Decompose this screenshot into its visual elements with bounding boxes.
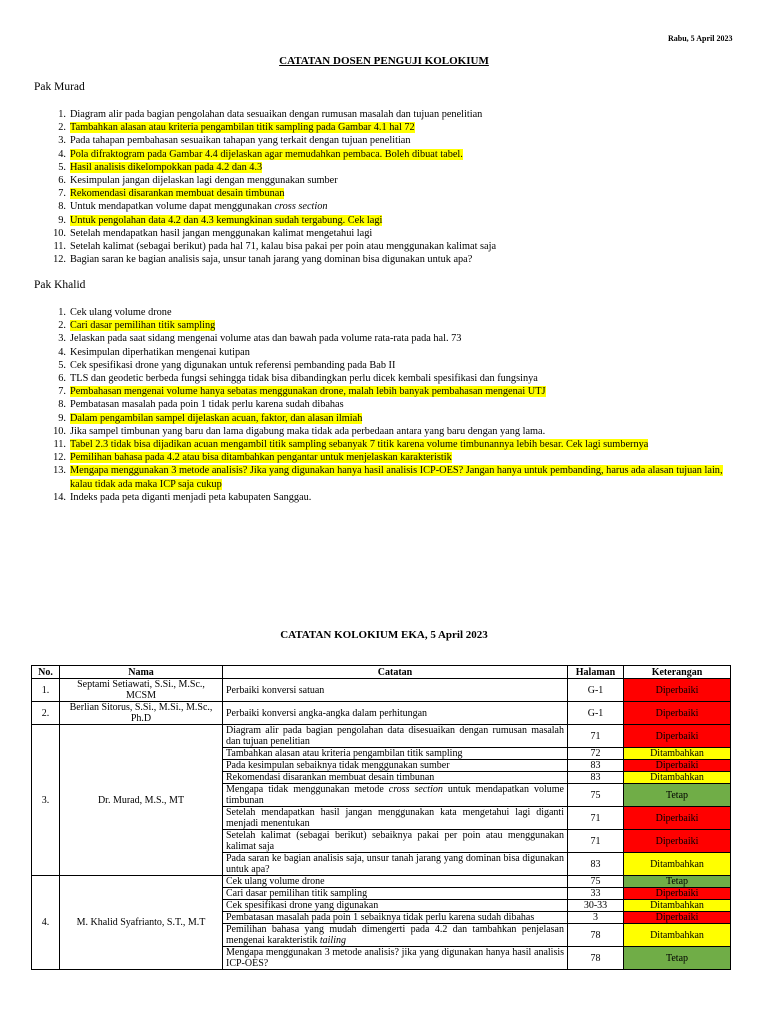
cell-halaman: G-1 xyxy=(568,702,624,725)
cell-keterangan: Diperbaiki xyxy=(624,760,731,772)
cell-no: 3. xyxy=(32,725,60,876)
note-text-main: Untuk pengolahan data 4.2 dan 4.3 kemungkinan sudah tergabung. Cek lagi xyxy=(70,214,383,226)
cell-catatan xyxy=(223,876,568,888)
note-number: 10. xyxy=(53,227,66,239)
note-text-main: Kesimpulan diperhatikan mengenai kutipan xyxy=(70,346,250,358)
note-text xyxy=(70,149,463,160)
note-number: 9. xyxy=(58,412,66,424)
note-text-main: Bagian saran ke bagian analisis saja, unsur tanah jarang yang dominan bisa digunakan untuk apa? xyxy=(70,254,473,266)
catatan-text: Setelah mendapatkan hasil jangan menggunakan kata mengetahui lagi diganti menjadi menentukan xyxy=(226,807,564,829)
note-number: 3. xyxy=(58,333,66,345)
note-text-main: Pemilihan bahasa pada 4.2 atau bisa ditambahkan pengantar untuk menjelaskan karakteristik xyxy=(70,452,452,464)
note-text xyxy=(70,386,546,397)
cell-catatan xyxy=(223,679,568,702)
cell-nama: Septami Setiawati, S.Si., M.Sc., MCSM xyxy=(60,679,223,702)
note-text-main: Setelah kalimat (sebagai berikut) pada hal 71, kalau bisa pakai per poin atau menggunakan kalimat saja xyxy=(70,241,497,253)
note-number: 12. xyxy=(53,452,66,464)
cell-no: 2. xyxy=(32,702,60,725)
table-row xyxy=(32,702,731,725)
cell-catatan xyxy=(223,772,568,784)
cell-halaman: G-1 xyxy=(568,679,624,702)
note-item xyxy=(0,425,735,438)
note-number: 13. xyxy=(53,465,66,477)
cell-keterangan: Ditambahkan xyxy=(624,924,731,947)
note-item xyxy=(0,134,735,147)
cell-catatan xyxy=(223,830,568,853)
note-number: 7. xyxy=(58,188,66,200)
note-item xyxy=(0,346,735,359)
note-item xyxy=(0,200,735,213)
cell-halaman: 78 xyxy=(568,947,624,970)
cell-catatan xyxy=(223,807,568,830)
cell-keterangan: Tetap xyxy=(624,947,731,970)
note-text-main: Mengapa menggunakan 3 metode analisis? Jika yang digunakan hanya hasil analisis ICP-OES? Jangan hanya untuk pembanding, harus ada alasan tujuan lain, kalau tidak ada maka ICP saja cukup xyxy=(70,465,723,490)
cell-keterangan: Diperbaiki xyxy=(624,702,731,725)
cell-catatan xyxy=(223,924,568,947)
note-text xyxy=(70,347,250,358)
cell-keterangan: Diperbaiki xyxy=(624,679,731,702)
note-number: 3. xyxy=(58,135,66,147)
header-no: No. xyxy=(32,666,60,679)
catatan-text: Perbaiki konversi satuan xyxy=(226,684,325,696)
catatan-text: Cek spesifikasi drone yang digunakan xyxy=(226,900,379,911)
cell-keterangan: Diperbaiki xyxy=(624,888,731,900)
cell-nama: Dr. Murad, M.S., MT xyxy=(60,725,223,876)
note-item xyxy=(0,306,735,319)
note-item xyxy=(0,121,735,134)
note-number: 8. xyxy=(58,201,66,213)
note-text xyxy=(70,373,538,384)
cell-keterangan: Ditambahkan xyxy=(624,772,731,784)
note-text-main: Indeks pada peta diganti menjadi peta kabupaten Sanggau. xyxy=(70,491,312,503)
document-title: CATATAN DOSEN PENGUJI KOLOKIUM xyxy=(279,55,489,67)
table-title: CATATAN KOLOKIUM EKA, 5 April 2023 xyxy=(280,629,488,641)
cell-catatan xyxy=(223,784,568,807)
note-item xyxy=(0,108,735,121)
cell-halaman: 83 xyxy=(568,760,624,772)
catatan-text: Mengapa menggunakan 3 metode analisis? jika yang digunakan hanya hasil analisis ICP-OES? xyxy=(226,947,564,969)
note-number: 1. xyxy=(58,109,66,120)
cell-keterangan: Ditambahkan xyxy=(624,853,731,876)
note-item xyxy=(0,174,735,187)
document-date: Rabu, 5 April 2023 xyxy=(668,34,733,43)
cell-keterangan: Diperbaiki xyxy=(624,807,731,830)
note-text xyxy=(70,426,545,437)
note-text-main: Diagram alir pada bagian pengolahan data sesuaikan dengan rumusan masalah dan tujuan penelitian xyxy=(70,109,483,120)
note-text xyxy=(70,320,215,331)
note-number: 2. xyxy=(58,122,66,134)
note-text xyxy=(70,175,338,186)
cell-keterangan: Tetap xyxy=(624,876,731,888)
note-text-main: Dalam pengambilan sampel dijelaskan acuan, faktor, dan alasan ilmiah xyxy=(70,412,363,424)
note-number: 2. xyxy=(58,320,66,332)
catatan-text: Tambahkan alasan atau kriteria pengambilan titik sampling xyxy=(226,748,463,759)
table-header-row xyxy=(32,666,731,679)
note-text xyxy=(70,254,472,265)
cell-catatan xyxy=(223,748,568,760)
cell-keterangan: Diperbaiki xyxy=(624,830,731,853)
note-text-main: Pembahasan mengenai volume hanya sebatas menggunakan drone, malah lebih banyak pembahasan mengenai UTJ xyxy=(70,386,546,398)
note-item xyxy=(0,438,735,451)
notes-list-murad xyxy=(0,108,735,266)
note-text-main: Untuk mendapatkan volume dapat menggunakan xyxy=(70,201,272,213)
note-item xyxy=(0,240,735,253)
cell-catatan xyxy=(223,853,568,876)
cell-no: 4. xyxy=(32,876,60,970)
note-item xyxy=(0,214,735,227)
note-item xyxy=(0,412,735,425)
catatan-text: Perbaiki konversi angka-angka dalam perhitungan xyxy=(226,707,428,719)
note-number: 10. xyxy=(53,425,66,437)
table-row xyxy=(32,876,731,888)
catatan-text: Mengapa tidak menggunakan metode xyxy=(226,784,384,795)
catatan-text: Pemilihan bahasa yang mudah dimengerti pada 4.2 dan tambahkan penjelasan mengenai karakteristik xyxy=(226,924,564,946)
catatan-text: Cari dasar pemilihan titik sampling xyxy=(226,888,368,899)
cell-keterangan: Tetap xyxy=(624,784,731,807)
note-number: 7. xyxy=(58,386,66,398)
table-row xyxy=(32,679,731,702)
note-item xyxy=(0,227,735,240)
section-name-khalid: Pak Khalid xyxy=(34,279,86,291)
note-text-main: Kesimpulan jangan dijelaskan lagi dengan menggunakan sumber xyxy=(70,175,338,187)
note-text xyxy=(70,109,482,120)
note-number: 1. xyxy=(58,307,66,318)
note-text-main: Jika sampel timbunan yang baru dan lama digabung maka tidak ada perbedaan antara yang baru dengan yang lama. xyxy=(70,425,546,437)
cell-halaman: 71 xyxy=(568,807,624,830)
cell-keterangan: Ditambahkan xyxy=(624,900,731,912)
catatan-text: Diagram alir pada bagian pengolahan data disesuaikan dengan rumusan masalah dan tujuan penelitian xyxy=(226,725,564,747)
note-text xyxy=(70,360,395,371)
cell-nama: Berlian Sitorus, S.Si., M.Si., M.Sc., Ph.D xyxy=(60,702,223,725)
cell-catatan xyxy=(223,912,568,924)
cell-keterangan: Ditambahkan xyxy=(624,748,731,760)
note-item xyxy=(0,319,735,332)
cell-keterangan: Diperbaiki xyxy=(624,912,731,924)
notes-table xyxy=(31,665,731,970)
note-text-main: Cari dasar pemilihan titik sampling xyxy=(70,320,216,332)
note-item xyxy=(0,451,735,464)
catatan-text: Cek ulang volume drone xyxy=(226,876,325,887)
note-text-main: Rekomendasi disarankan membuat desain timbunan xyxy=(70,188,285,200)
note-number: 6. xyxy=(58,175,66,187)
note-item xyxy=(0,372,735,385)
header-nama: Nama xyxy=(60,666,223,679)
catatan-text: Pada saran ke bagian analisis saja, unsur tanah jarang yang dominan bisa digunakan untuk apa? xyxy=(226,853,564,875)
note-number: 5. xyxy=(58,359,66,371)
note-number: 4. xyxy=(58,346,66,358)
table-row xyxy=(32,725,731,748)
note-text xyxy=(70,439,648,450)
note-text xyxy=(70,228,372,239)
note-text-main: Setelah mendapatkan hasil jangan menggunakan kalimat mengetahui lagi xyxy=(70,227,373,239)
note-number: 5. xyxy=(58,161,66,173)
cell-halaman: 30-33 xyxy=(568,900,624,912)
note-text-main: Pola difraktogram pada Gambar 4.4 dijelaskan agar memudahkan pembaca. Boleh dibuat tabel. xyxy=(70,148,463,160)
cell-catatan xyxy=(223,947,568,970)
note-text xyxy=(70,241,496,252)
header-keterangan: Keterangan xyxy=(624,666,731,679)
note-text xyxy=(70,307,172,318)
note-text-italic: cross section xyxy=(274,201,328,213)
note-item xyxy=(0,187,735,200)
note-number: 14. xyxy=(53,491,66,503)
note-text-main: Pada tahapan pembahasan sesuaikan tahapan yang terkait dengan tujuan penelitian xyxy=(70,135,411,147)
note-text xyxy=(70,399,344,410)
note-text-main: Jelaskan pada saat sidang mengenai volume atas dan bawah pada volume rata-rata pada hal. 73 xyxy=(70,333,462,345)
cell-catatan xyxy=(223,702,568,725)
cell-halaman: 3 xyxy=(568,912,624,924)
cell-halaman: 71 xyxy=(568,830,624,853)
note-number: 8. xyxy=(58,399,66,411)
note-item xyxy=(0,332,735,345)
note-item xyxy=(0,359,735,372)
catatan-italic: tailing xyxy=(319,935,346,946)
note-item xyxy=(0,464,735,490)
cell-catatan xyxy=(223,725,568,748)
catatan-italic: cross section xyxy=(388,784,443,795)
note-number: 6. xyxy=(58,373,66,385)
catatan-text: Pada kesimpulan sebaiknya tidak menggunakan sumber xyxy=(226,760,450,771)
cell-halaman: 72 xyxy=(568,748,624,760)
note-text xyxy=(70,162,262,173)
cell-halaman: 78 xyxy=(568,924,624,947)
note-text xyxy=(70,135,411,146)
cell-halaman: 33 xyxy=(568,888,624,900)
section-name-murad: Pak Murad xyxy=(34,81,85,93)
cell-catatan xyxy=(223,888,568,900)
note-text xyxy=(70,413,362,424)
header-catatan: Catatan xyxy=(223,666,568,679)
note-text xyxy=(70,201,328,212)
catatan-text: Pembatasan masalah pada poin 1 sebaiknya tidak perlu karena sudah dibahas xyxy=(226,912,535,923)
note-text xyxy=(70,333,461,344)
note-number: 11. xyxy=(53,439,66,451)
catatan-text: Rekomendasi disarankan membuat desain timbunan xyxy=(226,772,435,783)
notes-list-khalid xyxy=(0,306,735,504)
cell-catatan xyxy=(223,900,568,912)
note-item xyxy=(0,491,735,504)
header-halaman: Halaman xyxy=(568,666,624,679)
cell-no: 1. xyxy=(32,679,60,702)
cell-halaman: 83 xyxy=(568,772,624,784)
note-number: 12. xyxy=(53,254,66,266)
note-text xyxy=(70,492,311,503)
note-text-main: Hasil analisis dikelompokkan pada 4.2 dan 4.3 xyxy=(70,161,263,173)
note-text-main: Tambahkan alasan atau kriteria pengambilan titik sampling pada Gambar 4.1 hal 72 xyxy=(70,122,415,134)
cell-halaman: 75 xyxy=(568,784,624,807)
note-text xyxy=(70,122,415,133)
cell-catatan xyxy=(223,760,568,772)
note-item xyxy=(0,148,735,161)
catatan-suffix: untuk mendapatkan volume timbunan xyxy=(226,784,564,806)
note-text-main: TLS dan geodetic berbeda fungsi sehingga tidak bisa dibandingkan perlu dicek kembali spesifikasi dan fungsinya xyxy=(70,373,538,385)
cell-halaman: 83 xyxy=(568,853,624,876)
note-text xyxy=(70,452,452,463)
note-text-main: Cek spesifikasi drone yang digunakan untuk referensi pembanding pada Bab II xyxy=(70,359,396,371)
note-item xyxy=(0,385,735,398)
note-text-main: Cek ulang volume drone xyxy=(70,307,172,318)
cell-nama: M. Khalid Syafrianto, S.T., M.T xyxy=(60,876,223,970)
note-item xyxy=(0,398,735,411)
catatan-text: Setelah kalimat (sebagai berikut) sebaiknya pakai per poin atau menggunakan kalimat saja xyxy=(226,830,564,852)
note-text-main: Pembatasan masalah pada poin 1 tidak perlu karena sudah dibahas xyxy=(70,399,344,411)
note-text xyxy=(70,215,382,226)
note-item xyxy=(0,161,735,174)
note-text-main: Tabel 2.3 tidak bisa dijadikan acuan mengambil titik sampling sebanyak 7 titik karena volume timbunannya lebih besar. Cek lagi sumbernya xyxy=(70,439,649,451)
cell-halaman: 75 xyxy=(568,876,624,888)
note-number: 11. xyxy=(53,241,66,253)
cell-halaman: 71 xyxy=(568,725,624,748)
note-number: 4. xyxy=(58,148,66,160)
note-item xyxy=(0,253,735,266)
note-text xyxy=(70,188,284,199)
note-number: 9. xyxy=(58,214,66,226)
cell-keterangan: Diperbaiki xyxy=(624,725,731,748)
note-text xyxy=(70,465,723,489)
